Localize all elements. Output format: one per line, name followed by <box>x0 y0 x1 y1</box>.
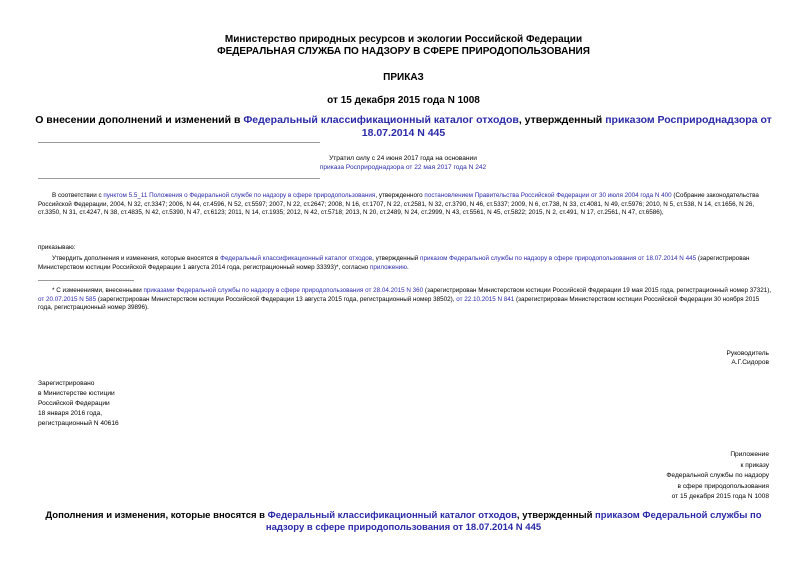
service-name: ФЕДЕРАЛЬНАЯ СЛУЖБА ПО НАДЗОРУ В СФЕРЕ ПРИРОДОПОЛЬЗОВАНИЯ <box>217 46 590 57</box>
link-catalog[interactable]: Федеральный классификационный каталог отходов <box>220 255 373 262</box>
signature-role: Руководитель <box>726 350 769 357</box>
status-note-link[interactable]: приказа Росприроднадзора от 22 мая 2017 года N 242 <box>319 164 487 171</box>
link-appendix[interactable]: приложению <box>369 263 407 271</box>
doc-type: ПРИКАЗ <box>383 72 424 83</box>
link-government-decree[interactable]: постановлением Правительства Российской Федерации от 30 июля 2004 года N 400 <box>424 192 672 199</box>
appendix-title-link-order[interactable]: приказом Федеральной службы по надзору в сфере природопользования от 18.07.2014 N 445 <box>265 510 762 533</box>
registration-block: Зарегистрировано в Министерстве юстиции Российской Федерации 18 января 2016 года, регистрационный N 40616 <box>38 380 119 427</box>
footnote-link-360[interactable]: приказами Федеральной службы по надзору в сфере природопользования от 28.04.2015 N 360 <box>143 287 424 294</box>
footnote: * С изменениями, внесенными приказами Федеральной службы по надзору в сфере природопользования от 28.04.2015 N 360 (зарегистрирован Министерством юстиции Российской Федерации 19 мая 2015 года, регистрационный номер 37321), от 20.07.2015 N 585 (зарегистрирован Министерством юстиции Российской Федерации 13 августа 2015 года, регистрационный номер 38502), от 22.10.2015 N 841 (зарегистрирован Министерством юстиции Российской Федерации 30 ноября 2015 года, регистрационный номер 39896). <box>38 287 772 312</box>
order-word: приказываю: <box>38 244 76 251</box>
appendix-title-link-catalog[interactable]: Федеральный классификационный каталог отходов <box>267 510 517 521</box>
appendix-title: Дополнения и изменения, которые вносятся в Федеральный классификационный каталог отходов, утвержденный приказом Федеральной службы по надзору в сфере природопользования от 18.07.2014 N 445 <box>45 510 762 533</box>
footnote-divider <box>38 280 134 281</box>
footnote-link-841[interactable]: от 22.10.2015 N 841 <box>456 295 515 303</box>
appendix-header: Приложение к приказу Федеральной службы по надзору в сфере природопользования от 15 декабря 2015 года N 1008 <box>666 451 769 500</box>
status-note: Утратил силу с 24 июня 2017 года на основании приказа Росприроднадзора от 22 мая 2017 года N 242 <box>319 155 487 171</box>
title-link-catalog[interactable]: Федеральный классификационный каталог отходов <box>243 114 519 126</box>
divider <box>38 142 320 143</box>
signature-name: А.Г.Сидоров <box>731 359 769 366</box>
title-link-order[interactable]: приказом Росприроднадзора от 18.07.2014 N 445 <box>361 114 772 139</box>
footnote-link-585[interactable]: от 20.07.2015 N 585 <box>38 295 97 303</box>
link-regulation-point[interactable]: пунктом 5.5_11 Положения о Федеральной службе по надзору в сфере природопользования <box>103 192 376 199</box>
body-paragraph-2: Утвердить дополнения и изменения, которые вносятся в Федеральный классификационный каталог отходов, утвержденный приказом Федеральной службы по надзору в сфере природопользования от 18.07.2014 N 445 (зарегистрирован Министерством юстиции Российской Федерации 1 августа 2014 года, регистрационный номер 33393)*, согласно приложению. <box>38 255 750 271</box>
ministry-name: Министерство природных ресурсов и экологии Российской Федерации <box>224 34 583 45</box>
doc-title: О внесении дополнений и изменений в Федеральный классификационный каталог отходов, утвержденный приказом Росприроднадзора от 18.07.2014 N 445 <box>35 114 772 139</box>
body-paragraph-1: В соответствии с пунктом 5.5_11 Положения о Федеральной службе по надзору в сфере природопользования, утвержденного постановлением Правительства Российской Федерации от 30 июля 2004 года N 400 (Собрание законодательства Российской Федерации, 2004, N 32, ст.3347; 2006, N 44, ст.4596, N 52, ст.5597; 2007, N 22, ст.2647; 2008, N 16, ст.1707, N 22, ст.2581, N 32, ст.3790, N 46, ст.5337; 2009, N 6, ст.738, N 33, ст.4081, N 49, ст.5976; 2010, N 5, ст.538, N 14, ст.1656, N 26, ст.3350, N 31, ст.4247, N 38, ст.4835, N 42, ст.5390, N 47, ст.6123; 2011, N 14, ст.1935; 2012, N 42, ст.5718; 2013, N 20, ст.2489, N 24, ст.2999, N 43, ст.5561, N 45, ст.5822; 2015, N 2, ст.491, N 17, ст.2561, N 47, ст.6586), <box>38 192 759 217</box>
signature <box>727 349 769 367</box>
doc-date: от 15 декабря 2015 года N 1008 <box>327 95 480 106</box>
doc-header <box>0 34 807 107</box>
divider <box>38 178 320 179</box>
link-order-445[interactable]: приказом Федеральной службы по надзору в сфере природопользования от 18.07.2014 N 445 <box>420 255 697 262</box>
